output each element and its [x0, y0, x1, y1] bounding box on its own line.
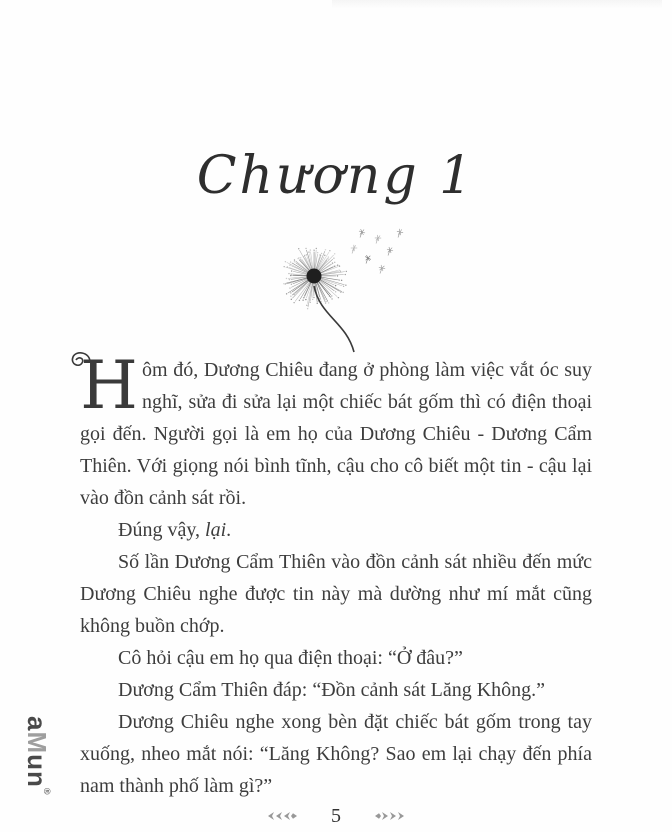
- dandelion-icon: [250, 224, 425, 356]
- paragraph-3: Số lần Dương Cẩm Thiên vào đồn cảnh sát nhiều đến mức Dương Chiêu nghe được tin này mà dường như mí mắt cũng không buồn chớp.: [80, 551, 592, 637]
- scan-artifact-band: [332, 0, 662, 9]
- paragraph-1: [80, 347, 592, 514]
- dandelion-illustration: [250, 224, 425, 361]
- paragraph-5: Dương Cẩm Thiên đáp: “Đồn cảnh sát Lăng Không.”: [118, 679, 546, 701]
- publisher-logo: [21, 716, 52, 796]
- paragraph-6: Dương Chiêu nghe xong bèn đặt chiếc bát gốm trong tay xuống, nheo mắt nói: “Lăng Không? Sao em lại chạy đến phía nam thành phố làm gì?”: [80, 711, 592, 797]
- body-text: [80, 347, 592, 802]
- chapter-title: Chương 1: [196, 146, 476, 206]
- paragraph-2-italic: lại: [205, 519, 227, 541]
- paragraph-2-text: Đúng vậy,: [118, 519, 206, 541]
- footer-ornament-right-icon: [372, 810, 406, 822]
- dropcap-flourish-icon: [66, 348, 92, 372]
- logo-letter-n: n: [22, 771, 52, 788]
- logo-letter-a: a: [22, 716, 52, 732]
- logo-letter-u: u: [22, 754, 52, 772]
- footer-ornament-left-icon: [266, 810, 300, 822]
- paragraph-2-period: .: [226, 519, 232, 541]
- drop-cap-letter: H: [80, 347, 138, 424]
- paragraph-2: [80, 514, 592, 546]
- logo-letter-m: M: [22, 731, 52, 755]
- page-number: 5: [331, 804, 341, 827]
- dandelion-center: [307, 269, 322, 284]
- paragraph-4: Cô hỏi cậu em họ qua điện thoại: “Ở đâu?”: [118, 647, 463, 669]
- paragraph-1-text: ôm đó, Dương Chiêu đang ở phòng làm việc vắt óc suy nghĩ, sửa đi sửa lại một chiếc bát gốm thì có điện thoại gọi đến. Người gọi là em họ của Dương Chiêu - Dương Cẩm Thiên. Với giọng nói bình tĩnh, cậu cho cô biết một tin - cậu lại vào đồn cảnh sát rồi.: [80, 359, 592, 509]
- drop-cap: [80, 347, 138, 424]
- page-footer: [0, 804, 672, 828]
- logo-registered-mark: ®: [42, 787, 52, 796]
